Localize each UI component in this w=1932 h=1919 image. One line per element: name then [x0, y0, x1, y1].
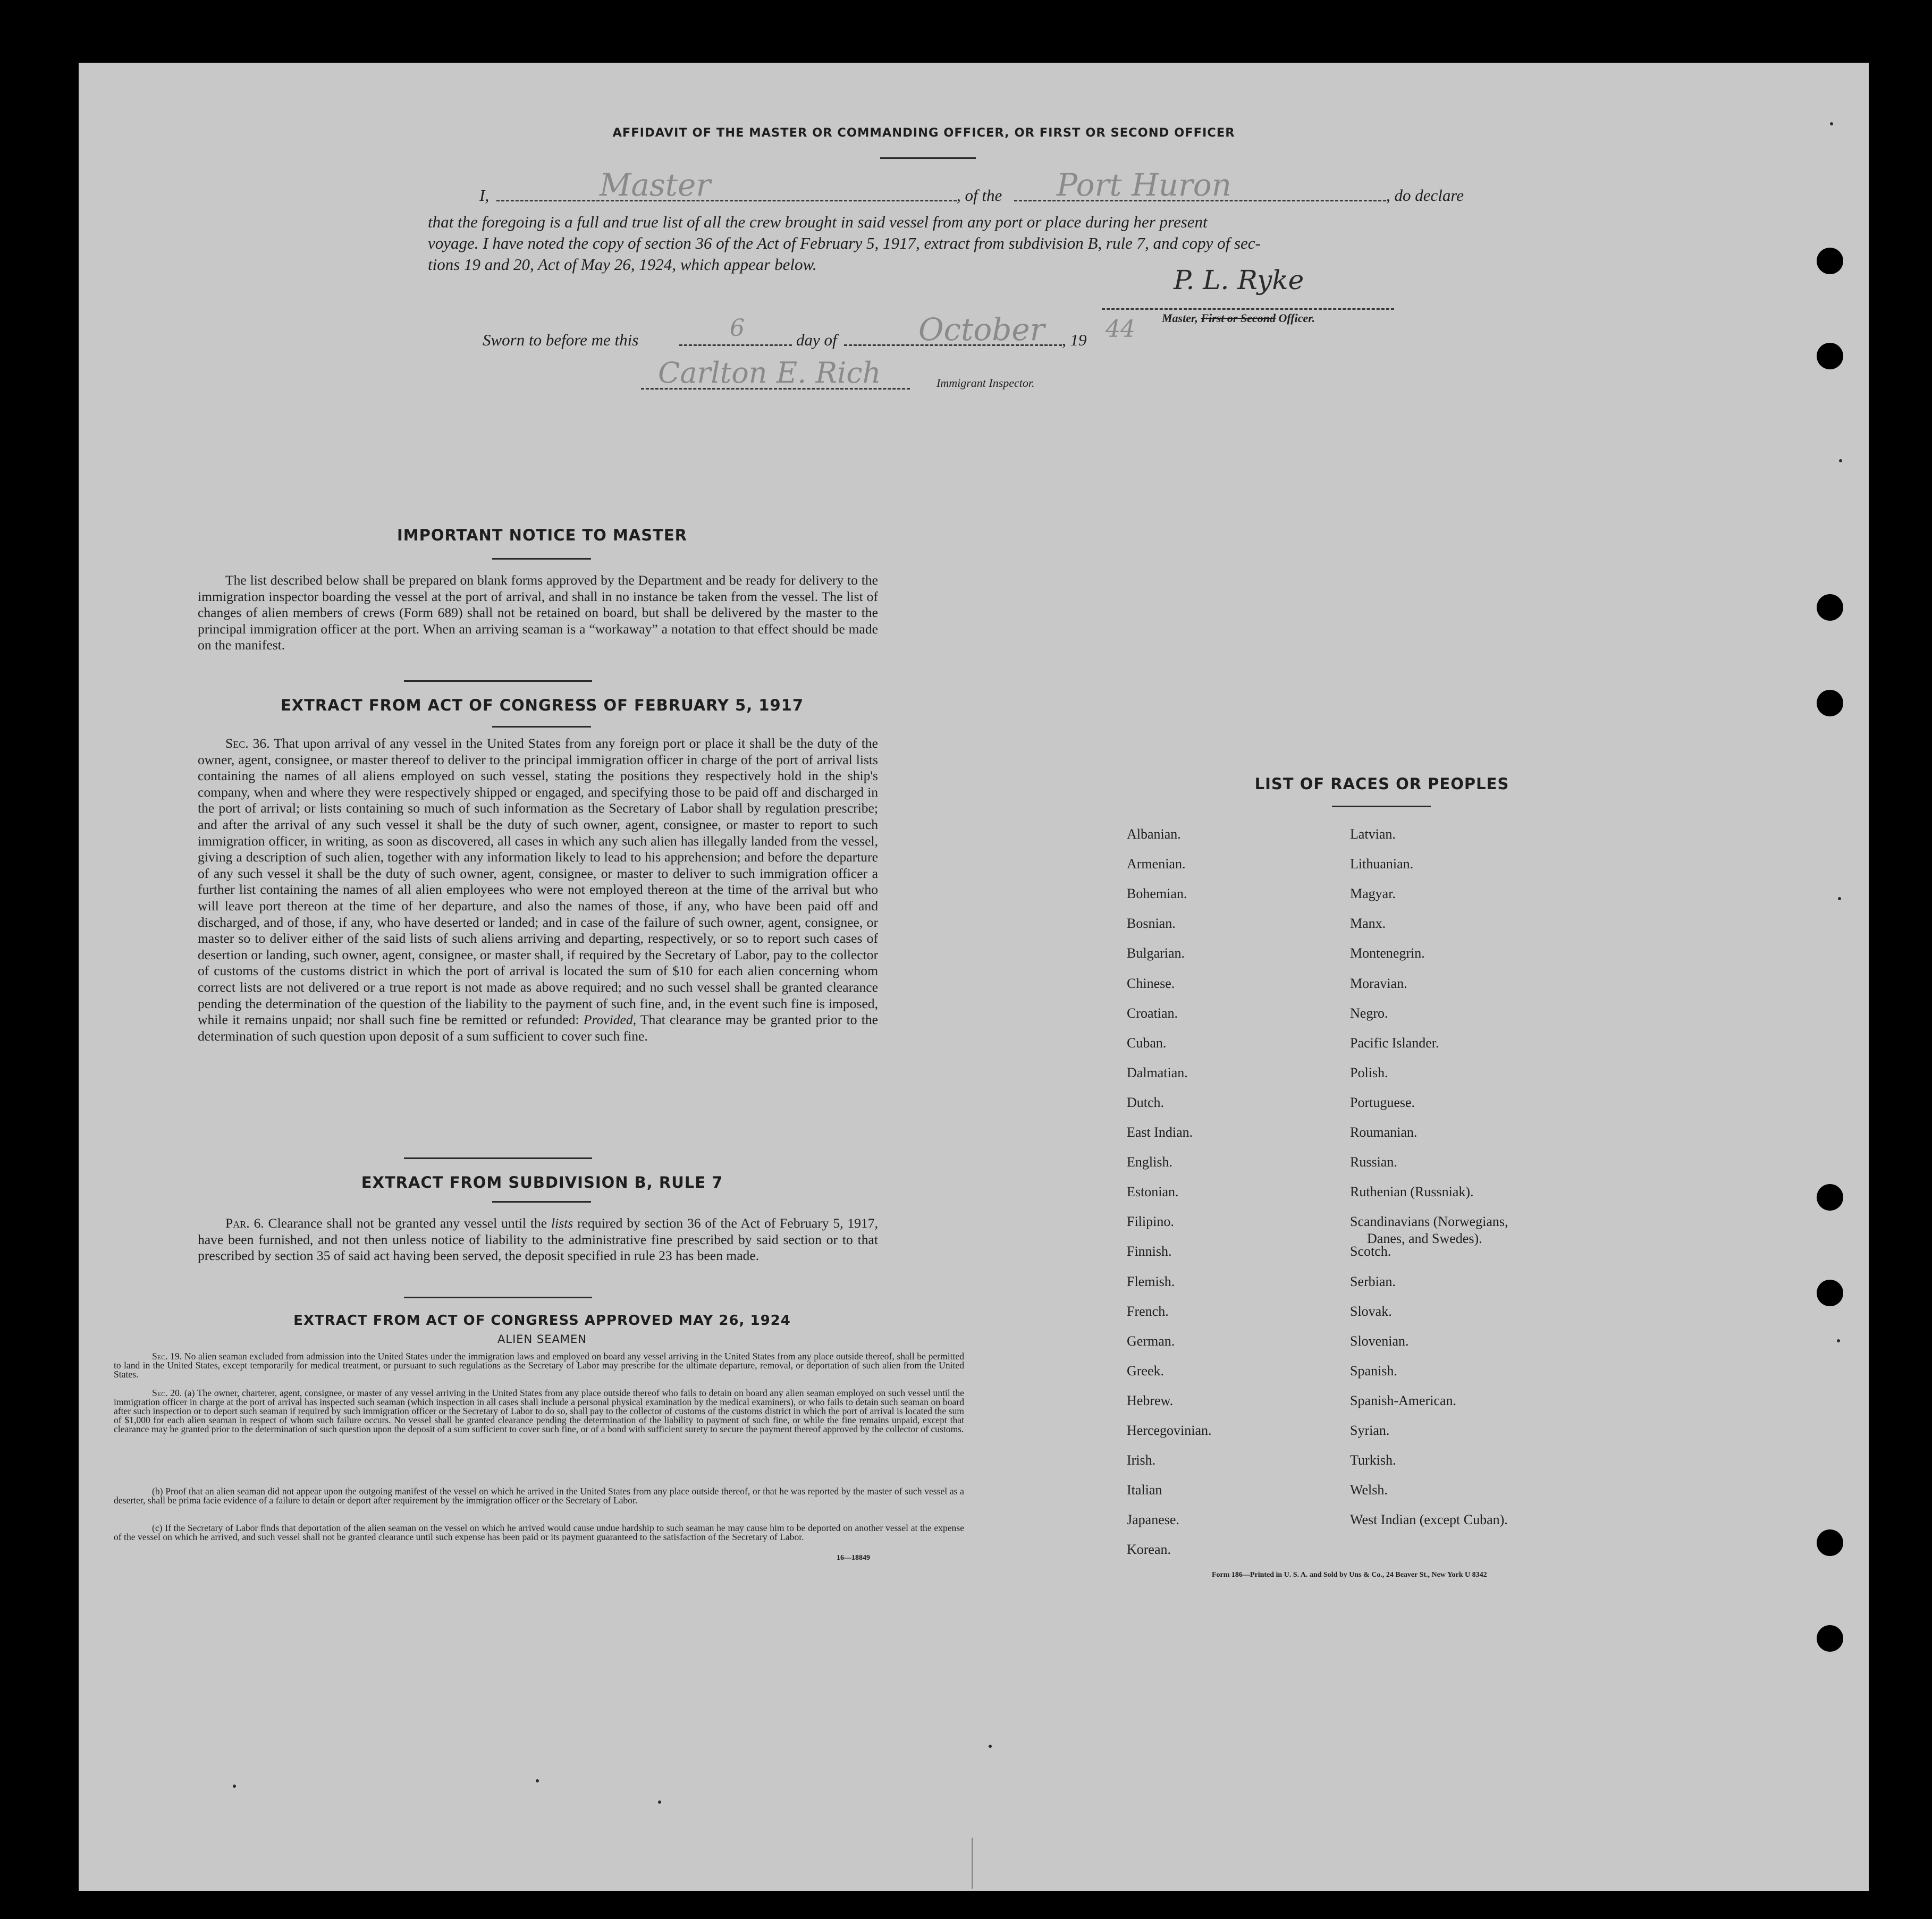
affidavit-line-3: voyage. I have noted the copy of section 36 of the Act of February 5, 1917, extract from subdivision B, rule 7, and copy of sec-	[428, 234, 1261, 252]
rule7-text	[198, 1215, 878, 1264]
race-item: Latvian.	[1350, 826, 1396, 842]
race-item: Hebrew.	[1127, 1392, 1174, 1408]
race-item: Dutch.	[1127, 1094, 1165, 1110]
race-item: Croatian.	[1127, 1005, 1178, 1021]
year-prefix: , 19	[1062, 331, 1087, 349]
race-item: Manx.	[1350, 916, 1386, 932]
binder-hole	[1817, 248, 1843, 274]
race-item: Syrian.	[1350, 1423, 1390, 1438]
notice-title: IMPORTANT NOTICE TO MASTER	[396, 526, 688, 544]
race-item: Russian.	[1350, 1154, 1397, 1170]
rule7-title-rule	[492, 1201, 591, 1203]
master-signature: P. L. Ryke	[1174, 265, 1304, 295]
sworn-label: Sworn to before me this	[483, 331, 639, 349]
inspector-handwriting: Carlton E. Rich	[658, 356, 881, 390]
master-handwriting: Master	[600, 167, 711, 203]
race-item: Danes, and Swedes).	[1367, 1231, 1482, 1247]
race-item: Negro.	[1350, 1005, 1388, 1021]
affidavit-do-declare: , do declare	[1386, 186, 1464, 205]
vessel-handwriting: Port Huron	[1057, 167, 1231, 203]
month-handwriting: October	[918, 311, 1045, 348]
race-item: French.	[1127, 1303, 1169, 1319]
day-handwriting: 6	[730, 315, 745, 342]
race-item: Chinese.	[1127, 975, 1175, 991]
race-item: Slovak.	[1350, 1303, 1392, 1319]
race-item: Polish.	[1350, 1064, 1388, 1080]
race-item: Scotch.	[1350, 1244, 1391, 1259]
race-item: Slovenian.	[1350, 1333, 1409, 1349]
affidavit-title: AFFIDAVIT OF THE MASTER OR COMMANDING OFFICER, OR FIRST OR SECOND OFFICER	[612, 126, 1235, 140]
race-item: German.	[1127, 1333, 1175, 1349]
sec-36-text-a: That upon arrival of any vessel in the United States from any foreign port or place it shall be the duty of the owner, agent, consignee, or master thereof to deliver to the principal immigration officer in charge of the port of arrival lists containing the names of all aliens employed on such vessel, stating the positions they respectively hold in the ship's company, when and where they were respectively shipped or engaged, and specifying those to be paid off and discharged in the port of arrival; or lists containing so much of such information as the Secretary of Labor shall by regulation prescribe; and after the arrival of any such vessel it shall be the duty of such owner, agent, consignee, or master to report to such immigration officer, in writing, as soon as discovered, all cases in which any such alien has illegally landed from the vessel, giving a description of such alien, together with any information likely to lead to his apprehension; and before the departure of any such vessel it shall be the duty of such owner, agent, consignee, or master to deliver to such immigration officer a further list containing the names of all alien employees who were not employed thereon at the time of the arrival but who will leave port thereon at the time of her departure, and also the names of those, if any, who have been paid off and discharged, and of those, if any, who have deserted or landed; and in case of the failure of such owner, agent, consignee, or master so to deliver either of the said lists of such aliens arriving and departing, respectively, or so to report such cases of desertion or landing, such owner, agent, consignee, or master shall, if required by the Secretary of Labor, pay to the collector of customs of the customs district in which the port of arrival is located the sum of $10 for each alien concerning whom correct lists are not delivered or a true report is not made as above required; and no such vessel shall be granted clearance pending the determination of the question of the liability to the payment of such fine, and, in the event such fine is imposed, while it remains unpaid; nor shall such fine be remitted or refunded:	[198, 736, 878, 1028]
affidavit-i-label: I,	[479, 186, 490, 205]
race-item: Italian	[1127, 1482, 1162, 1498]
race-item: Greek.	[1127, 1363, 1165, 1379]
day-of-label: day of	[796, 331, 837, 349]
lists-word: lists	[551, 1215, 573, 1231]
paper-speck	[1838, 897, 1841, 900]
affidavit-of-the: , of the	[957, 186, 1002, 205]
affidavit-line-2: that the foregoing is a full and true list of all the crew brought in said vessel from any port or place during her present	[428, 213, 1208, 231]
race-item: Magyar.	[1350, 886, 1396, 902]
notice-title-rule	[492, 558, 591, 560]
extract-1917-text	[198, 736, 878, 1044]
race-item: Spanish.	[1350, 1363, 1397, 1379]
paper-speck	[233, 1785, 236, 1788]
race-item: Montenegrin.	[1350, 945, 1425, 961]
paper-speck	[989, 1745, 992, 1748]
sec-20-text	[114, 1389, 964, 1434]
race-item: Cuban.	[1127, 1035, 1167, 1051]
paper-speck	[1839, 459, 1842, 462]
sec-20b-text: (b) Proof that an alien seaman did not appear upon the outgoing manifest of the vessel on which he arrived in the United States from any place outside thereof, or that he was reported by the master of such vessel as a deserter, shall be prima facie evidence of a failure to detain or deport after requirement by the immigration officer or the Secretary of Labor.	[114, 1486, 964, 1506]
sec-36-label: Sec. 36.	[225, 736, 270, 751]
race-item: Welsh.	[1350, 1482, 1388, 1498]
race-item: East Indian.	[1127, 1125, 1193, 1140]
officer-caption-struck: First or Second	[1201, 311, 1276, 325]
race-item: Japanese.	[1127, 1512, 1179, 1528]
par-6-label: Par. 6.	[225, 1215, 264, 1231]
paper-speck	[1837, 1339, 1840, 1342]
race-item: Dalmatian.	[1127, 1064, 1188, 1080]
rule7-title: EXTRACT FROM SUBDIVISION B, RULE 7	[361, 1173, 723, 1191]
extract-1917-title-rule	[492, 726, 591, 728]
binder-hole	[1817, 594, 1843, 621]
race-item: Hercegovinian.	[1127, 1423, 1212, 1438]
notice-divider	[404, 680, 592, 682]
officer-caption-officer: Officer.	[1275, 311, 1315, 325]
extract-1917-title: EXTRACT FROM ACT OF CONGRESS OF FEBRUARY 5, 1917	[280, 696, 804, 714]
race-item: Korean.	[1127, 1542, 1171, 1558]
binder-hole	[1817, 343, 1843, 369]
races-title: LIST OF RACES OR PEOPLES	[1254, 775, 1509, 793]
day-blank	[679, 344, 792, 346]
par-6-text-a: Clearance shall not be granted any vessel until the	[268, 1215, 547, 1231]
printer-footer: Form 186—Printed in U. S. A. and Sold by Uns & Co., 24 Beaver St., New York U 8342	[1212, 1571, 1487, 1579]
race-item: English.	[1127, 1154, 1172, 1170]
race-item: Estonian.	[1127, 1184, 1179, 1200]
race-item: Flemish.	[1127, 1273, 1175, 1289]
race-item: Serbian.	[1350, 1273, 1396, 1289]
binder-hole	[1817, 1529, 1843, 1556]
paper-speck	[658, 1800, 661, 1804]
sec-20a-body: (a) The owner, charterer, agent, consignee, or master of any vessel arriving in the United States from any place outside thereof who fails to detain on board any alien seaman employed on such vessel until the immigration officer in charge at the port of arrival has inspected such seaman (which inspection in all cases shall include a personal physical examination by the medical examiners), or who fails to detain such seaman on board after such inspection or to deport such seaman if required by such immigration officer or the Secretary of Labor to do so, shall pay to the collector of customs of the customs district in which the port of arrival is located the sum of $1,000 for each alien seaman in respect of whom such failure occurs. No vessel shall be granted clearance pending the determination of the liability to payment of such fine, or while the fine remains unpaid, except that clearance may be granted prior to the determination of such question upon the deposit of a sum sufficient to cover such fine, or of a bond with sufficient surety to secure the payment thereof approved by the collector of customs.	[114, 1388, 964, 1435]
paper-speck	[536, 1779, 539, 1782]
races-title-rule	[1332, 806, 1431, 807]
par-6-text-b: required by section 36 of the Act of February 5, 1917, have been furnished, and not then unless notice of liability to the administrative fine prescribed by said section or to that prescribed by section 35 of said act having been served, the deposit specified in rule 23 has been made.	[198, 1215, 879, 1264]
sec-19-label: Sec. 19.	[152, 1351, 182, 1362]
sec-19-body: No alien seaman excluded from admission into the United States under the immigration laws and employed on board any vessel arriving in the United States from any place outside thereof, shall be permitted to land in the United States, except temporarily for medical treatment, or pursuant to such regulations as the Secretary of Labor may prescribe for the ultimate departure, removal, or deportation of such alien from the United States.	[114, 1351, 964, 1380]
race-item: Armenian.	[1127, 856, 1186, 872]
race-item: Finnish.	[1127, 1244, 1172, 1259]
race-item: Ruthenian (Russniak).	[1350, 1184, 1474, 1200]
rule7-divider	[404, 1297, 592, 1298]
race-item: Moravian.	[1350, 975, 1407, 991]
race-item: Bosnian.	[1127, 916, 1176, 932]
race-item: Albanian.	[1127, 826, 1181, 842]
race-item: Lithuanian.	[1350, 856, 1414, 872]
sec-19-text	[114, 1352, 964, 1379]
race-item: Filipino.	[1127, 1214, 1174, 1230]
affidavit-line-4: tions 19 and 20, Act of May 26, 1924, which appear below.	[428, 255, 817, 274]
sec-20-label: Sec. 20.	[152, 1388, 182, 1398]
signature-line	[1102, 308, 1394, 310]
race-item: Roumanian.	[1350, 1125, 1418, 1140]
inspector-label: Immigrant Inspector.	[937, 376, 1035, 390]
race-item: Portuguese.	[1350, 1094, 1415, 1110]
extract-1924-subtitle: ALIEN SEAMEN	[497, 1333, 587, 1346]
race-item: Bulgarian.	[1127, 945, 1185, 961]
sec-36-text-b: That clearance may be granted prior to the determination of such question upon deposit of a sum sufficient to cover such fine.	[198, 1012, 879, 1044]
form-page	[79, 63, 1869, 1891]
race-item: Bohemian.	[1127, 886, 1187, 902]
provided-word: Provided,	[583, 1012, 637, 1028]
binder-hole	[1817, 1184, 1843, 1211]
binder-hole	[1817, 690, 1843, 716]
race-item: Irish.	[1127, 1452, 1156, 1468]
paper-speck	[1830, 122, 1833, 125]
master-blank	[496, 200, 957, 201]
race-item: West Indian (except Cuban).	[1350, 1512, 1508, 1528]
binder-hole	[1817, 1625, 1843, 1652]
center-fold	[972, 1838, 973, 1889]
officer-caption-master: Master,	[1162, 311, 1201, 325]
affidavit-title-rule	[880, 157, 976, 159]
notice-text: The list described below shall be prepared on blank forms approved by the Department and be ready for delivery to the immigration inspector boarding the vessel at the port of arrival, and shall in no instance be taken from the vessel. The list of changes of alien members of crews (Form 689) shall not be retained on board, but shall be delivered by the master to the principal immigration officer at the port. When an arriving seaman is a “workaway” a notation to that effect should be made on the manifest.	[198, 572, 878, 653]
binder-hole	[1817, 1280, 1843, 1306]
race-item: Turkish.	[1350, 1452, 1396, 1468]
extract-1924-title: EXTRACT FROM ACT OF CONGRESS APPROVED MAY 26, 1924	[293, 1313, 791, 1329]
officer-caption	[1162, 311, 1315, 325]
form-code: 16—18849	[837, 1554, 870, 1562]
sec-20c-text: (c) If the Secretary of Labor finds that deportation of the alien seaman on the vessel on which he arrived would cause undue hardship to such seaman he may cause him to be deported on another vessel at the expense of the vessel on which he arrived, and such vessel shall not be granted clearance until such expense has been paid or its payment guaranteed to the satisfaction of the Secretary of Labor.	[114, 1523, 964, 1543]
race-item: Pacific Islander.	[1350, 1035, 1439, 1051]
year-handwriting: 44	[1106, 316, 1135, 343]
race-item: Spanish-American.	[1350, 1392, 1457, 1408]
race-item: Scandinavians (Norwegians,	[1350, 1214, 1508, 1230]
extract-1917-divider	[404, 1157, 592, 1159]
